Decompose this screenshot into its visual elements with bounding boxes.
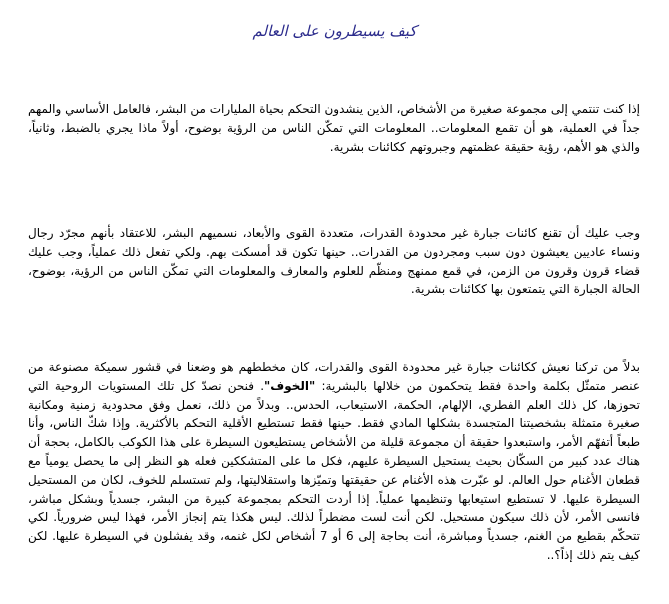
- paragraph-3-start: بدلاً من تركنا نعيش ككائنات جبارة غير محدودة القوى والقدرات، كان مخططهم هو وضعنا في قشور سميكة مصنوعة من عنصر متمثّل بكلمة واحدة فقط يتحكمون من خلالها بالبشرية:: [28, 360, 640, 393]
- fear-keyword: "الخوف": [264, 378, 316, 393]
- document-title: كيف يسيطرون على العالم: [252, 22, 417, 40]
- paragraph-3-rest: . فنحن نصدّ كل تلك المستويات الروحية التي تحوزها، كل ذلك العلم الفطري، الإلهام، الحكمة، الاستيعاب، الحدس.. وبدلاً من ذلك، نعمل وفق محدودية زمنية ومكانية صغيرة متمثلة بشخصيتنا المتجسدة بشكلها المادي فقط. حينها فقط تستطيع الأقلية التحكم بالأكثرية. وإذا شكّ الناس، وأنا طبعاً أتفهّم الأمر، واستبعدوا حقيقة أن مجموعة قليلة من الأشخاص يستطيعون السيطرة على هذا الكوكب بالكامل، بحجة أن هناك عدد كبير من السكّان بحيث يستحيل السيطرة عليهم، فكل ما على المتشككين فعله هو النظر إلى ما يحصل يومياً مع قطعان الأغنام حول العالم. لو عبّرت هذه الأغنام عن حقيقتها وتميّزها واستقلاليتها، ولم تستسلم للخوف، لكان من المستحيل السيطرة عليها. لا تستطيع استيعابها وتنظيمها عملياً. إذا أردت التحكم بمجموعة كبيرة من البشر، جسدياً وبشكل مباشر، فانسى الأمر، لأن ذلك سيكون مستحيل. لكن أنت لست مضطراً لذلك. ليس هكذا يتم إنجاز الأمر، فهذا ليس ضرورياً. لكي تتحكّم بقطيع من الغنم، جسدياً ومباشرة، أنت بحاجة إلى 6 أو 7 أشخاص لكل غنمه، وقد يفشلون في السيطرة عليها. لكن كيف يتم ذلك إذاً؟..: [28, 378, 640, 562]
- paragraph-3: [28, 358, 640, 565]
- paragraph-2: وجب عليك أن تقنع كائنات جبارة غير محدودة القدرات، متعددة القوى والأبعاد، نسميهم البشر، للاعتقاد بأنهم مجرّد رجال ونساء عاديين يعيشون دون سبب ومجردون من القدرات.. حينها تكون قد أمسكت بهم. ولكي تفعل ذلك عملياً، وجب عليك قضاء قرون وقرون من الزمن، في قمع ممنهج ومنظّم للعلوم والمعارف والمعلومات التي تمكّن الناس من الرؤية، بوضوح، الحالة الجبارة التي يتمتعون بها ككائنات بشرية.: [28, 226, 640, 297]
- paragraph-1: إذا كنت تنتمي إلى مجموعة صغيرة من الأشخاص، الذين ينشدون التحكم بحياة المليارات من البشر، فالعامل الأساسي والمهم جداً في العملية، هو أن تقمع المعلومات.. المعلومات التي تمكّن الناس من الرؤية بوضوح، أولاً ماذا يجري بالضبط، وثانياً، والذي هو الأهم، رؤية حقيقة عظمتهم وجبروتهم ككائنات بشرية.: [28, 102, 640, 154]
